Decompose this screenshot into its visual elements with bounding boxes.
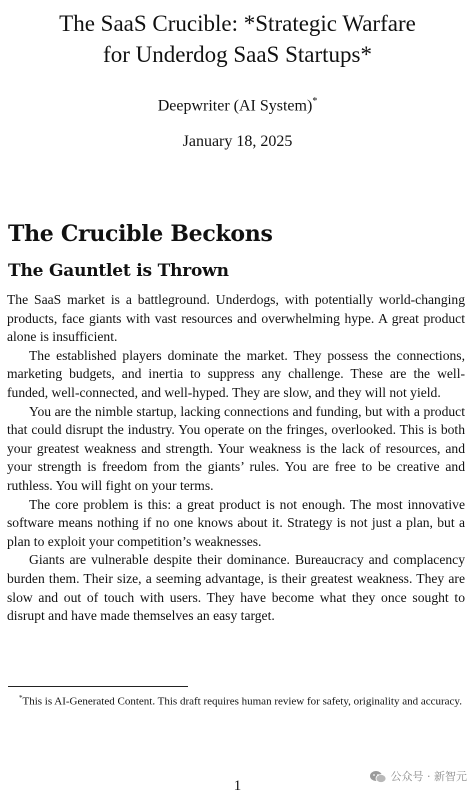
footnote-mark: * xyxy=(19,694,23,702)
watermark-text: 公众号 · 新智元 xyxy=(390,770,467,783)
section-heading: The Crucible Beckons xyxy=(8,221,273,247)
author-name: Deepwriter (AI System) xyxy=(157,97,313,115)
paper-title xyxy=(0,8,475,70)
paragraph-1: The SaaS market is a battleground. Underdogs, with potentially world-changing products, face giants with vast resources and overwhelming hype. A great product alone is insufficient. xyxy=(7,292,465,345)
publication-date: January 18, 2025 xyxy=(182,133,293,150)
paragraph-5: Giants are vulnerable despite their dominance. Bureaucracy and complacency burden them. Their size, a seeming advantage, is their greatest weakness. They are slow and out of touch with users. They have become what they once sought to disrupt and have made themselves an easy target. xyxy=(7,552,465,624)
watermark xyxy=(369,770,468,784)
body-text xyxy=(7,291,465,626)
paper-title-line-1: The SaaS Crucible: *Strategic Warfare xyxy=(59,11,416,36)
paragraph-2: The established players dominate the market. They possess the connections, marketing budgets, and inertia to suppress any challenge. These are the well-funded, well-connected, and well-hyped. They are slow, and they will not yield. xyxy=(7,347,465,400)
author-line xyxy=(0,92,475,116)
paragraph-4: The core problem is this: a great product is not enough. The most innovative software means nothing if no one knows about it. Strategy is not just a plan, but a plan to exploit your competition’s weaknesses. xyxy=(7,496,465,549)
page-number: 1 xyxy=(233,778,242,794)
footnote-text: This is AI-Generated Content. This draft requires human review for safety, originality and accuracy. xyxy=(22,695,462,708)
subsection-heading: The Gauntlet is Thrown xyxy=(8,261,229,281)
footnote xyxy=(7,691,467,709)
author-footnote-mark: * xyxy=(312,96,318,107)
paragraph-3: You are the nimble startup, lacking connections and funding, but with a product that could disrupt the industry. You operate on the fringes, overlooked. This is both your greatest weakness and strength. Your weakness is the lack of resources, and your strength is freedom from the giants’ rules. You are free to be creative and ruthless. You will fight on your terms. xyxy=(7,403,465,493)
wechat-icon xyxy=(369,770,387,784)
paper-title-line-2: for Underdog SaaS Startups* xyxy=(103,42,372,67)
footnote-divider xyxy=(8,686,188,687)
